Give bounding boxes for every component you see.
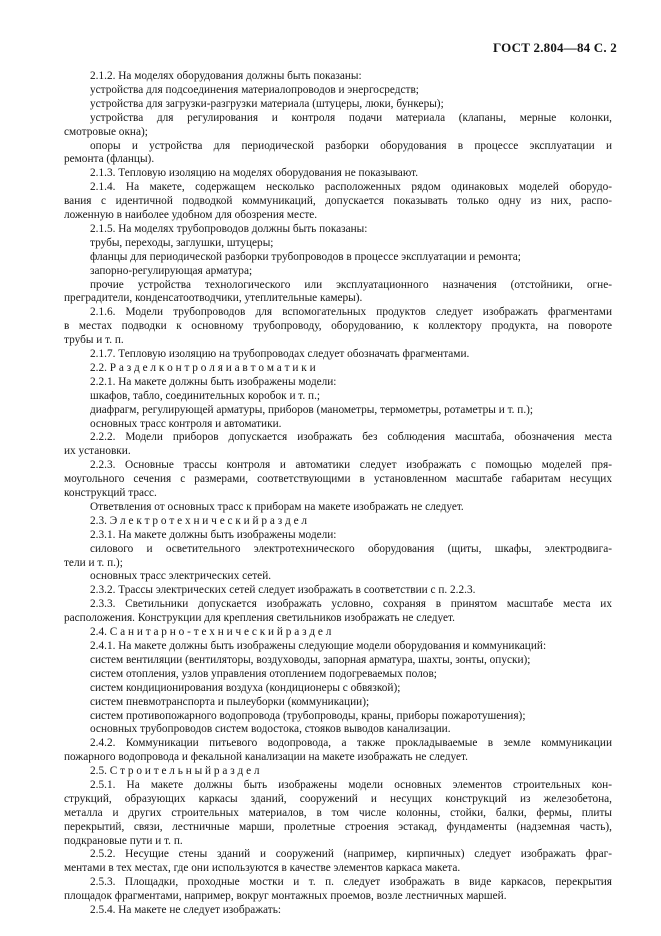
page-header: ГОСТ 2.804—84 С. 2 (492, 40, 617, 55)
text-line: 2.2.2. Модели приборов допускается изображать без соблюдения масштаба, обозначения места (90, 431, 612, 444)
text-line: основных трубопроводов систем водостока, стояков выводов канализации. (90, 723, 451, 736)
text-line: пожарного водопровода и фекальной канализации на макете изображать не следует. (64, 751, 468, 764)
text-line: тели и т. п.); (64, 556, 123, 569)
text-line: металла и других строительных материалов, в том числе колонны, стойки, балки, фермы, плиты (64, 806, 612, 819)
text-line: 2.2.3. Основные трассы контроля и автоматики следует изображать с помощью моделей пря- (90, 459, 612, 472)
text-line: 2.3.2. Трассы электрических сетей следует изображать в соответствии с п. 2.2.3. (90, 584, 476, 597)
text-line: прочие устройства технологического или эксплуатационного назначения (отстойники, огне- (90, 278, 612, 291)
text-line: подкрановые пути и т. п. (64, 834, 183, 847)
text-line: ментами в тех местах, где они используются в качестве элементов каркаса макета. (64, 862, 461, 875)
text-line: 2.5.3. Площадки, проходные мостки и т. п. следует изображать в виде каркасов, перекрытия (90, 876, 612, 889)
text-line: систем отопления, узлов управления отоплением подогреваемых полов; (90, 667, 437, 680)
text-line: 2.4.1. На макете должны быть изображены следующие модели оборудования и коммуникаций: (90, 639, 547, 652)
text-line: 2.3. Э л е к т р о т е х н и ч е с к и й р а з д е л (90, 514, 308, 527)
text-line: их установки. (64, 445, 131, 458)
text-line: 2.5. С т р о и т е л ь н ы й р а з д е л (90, 765, 260, 778)
text-line: 2.3.3. Светильники допускается изображать условно, сохраняя в принятом масштабе места их (90, 598, 612, 611)
text-line: перекрытий, связи, лестничные марши, пролетные строения эстакад, фундаменты (надземная часть), (64, 820, 612, 833)
text-line: систем противопожарного водопровода (трубопроводы, краны, приборы пожаротушения); (90, 709, 526, 722)
text-line: 2.5.2. Несущие стены зданий и сооружений (например, кирпичных) следует изображать фраг- (90, 848, 612, 861)
text-line: устройства для подсоединения материалопроводов и энергосредств; (90, 83, 419, 96)
text-line: расположения. Конструкции для крепления светильников изображать не следует. (64, 612, 455, 625)
text-line: ложенную в наиболее удобном для обозрения месте. (64, 209, 318, 221)
text-line: диафрагм, регулирующей арматуры, приборов (манометры, термометры, ротаметры и т. п.); (90, 403, 534, 416)
text-line: вания с идентичной подводкой коммуникаций, допускается показывать только одну из них, распо- (64, 195, 612, 208)
text-line: устройства для загрузки-разгрузки материала (штуцеры, люки, бункеры); (90, 97, 444, 110)
text-line: 2.1.3. Тепловую изоляцию на моделях оборудования не показывают. (90, 167, 419, 180)
text-line: систем пневмотранспорта и пылеуборки (коммуникации); (90, 695, 370, 708)
text-line: конструкций трасс. (64, 487, 157, 500)
text-line: силового и осветительного электротехнического оборудования (щиты, шкафы, электродвига- (90, 542, 612, 555)
text-line: основных трасс электрических сетей. (90, 570, 272, 583)
text-line: струкций, образующих каркасы зданий, сооружений и несущих конструкций из железобетона, (64, 792, 612, 805)
document-body (64, 70, 612, 918)
text-line: фланцы для периодической разборки трубопроводов в процессе эксплуатации и ремонта; (90, 250, 521, 263)
text-line: Ответвления от основных трасс к приборам на макете изображать не следует. (90, 500, 464, 513)
text-line: 2.1.7. Тепловую изоляцию на трубопроводах следует обозначать фрагментами. (90, 348, 470, 361)
text-line: 2.2. Р а з д е л к о н т р о л я и а в т о м а т и к и (90, 361, 316, 374)
text-line: трубы, переходы, заглушки, штуцеры; (90, 236, 274, 249)
text-line: 2.1.6. Модели трубопроводов для вспомогательных продуктов следует изображать фрагментами (90, 306, 612, 319)
text-line: 2.2.1. На макете должны быть изображены модели: (90, 375, 337, 388)
text-line: трубы и т. п. (64, 334, 124, 347)
text-line: систем вентиляции (вентиляторы, воздуховоды, запорная арматура, шахты, зонты, опуски); (90, 653, 531, 666)
text-line: моугольного сечения с размерами, соответствующими в установленном масштабе габаритам несущих (64, 473, 612, 486)
text-line: 2.1.2. На моделях оборудования должны быть показаны: (90, 70, 362, 82)
text-line: основных трасс контроля и автоматики. (90, 417, 282, 430)
text-line: 2.4. С а н и т а р н о - т е х н и ч е с к и й р а з д е л (90, 626, 332, 639)
text-line: устройства для регулирования и контроля подачи материала (клапаны, мерные колонки, (90, 111, 612, 124)
text-line: систем кондиционирования воздуха (кондиционеры с обвязкой); (90, 681, 401, 694)
text-line: 2.4.2. Коммуникации питьевого водопровода, а также прокладываемые в земле коммуникации (90, 737, 612, 750)
text-line: преградители, конденсатоотводчики, утеплительные камеры). (64, 292, 363, 305)
text-line: площадок фрагментами, например, вокруг монтажных проемов, возле лестничных маршей. (64, 890, 507, 903)
text-line: ремонта (фланцы). (64, 153, 155, 166)
text-line: шкафов, табло, соединительных коробок и т. п.; (90, 389, 321, 402)
text-line: опоры и устройства для периодической разборки оборудования в процессе эксплуатации и (90, 139, 612, 152)
text-line: в местах подводки к основному трубопроводу, оборудованию, к коллектору продукта, на повороте (64, 320, 612, 333)
text-line: 2.3.1. На макете должны быть изображены модели: (90, 528, 337, 541)
text-line: смотровые окна); (64, 125, 148, 138)
text-line: 2.1.5. На моделях трубопроводов должны быть показаны: (90, 222, 368, 235)
text-line: запорно-регулирующая арматура; (90, 264, 253, 277)
text-line: 2.5.1. На макете должны быть изображены модели основных элементов строительных кон- (90, 779, 612, 792)
text-line: 2.5.4. На макете не следует изображать: (90, 904, 281, 917)
text-line: 2.1.4. На макете, содержащем несколько расположенных рядом одинаковых моделей оборудо- (90, 181, 612, 194)
